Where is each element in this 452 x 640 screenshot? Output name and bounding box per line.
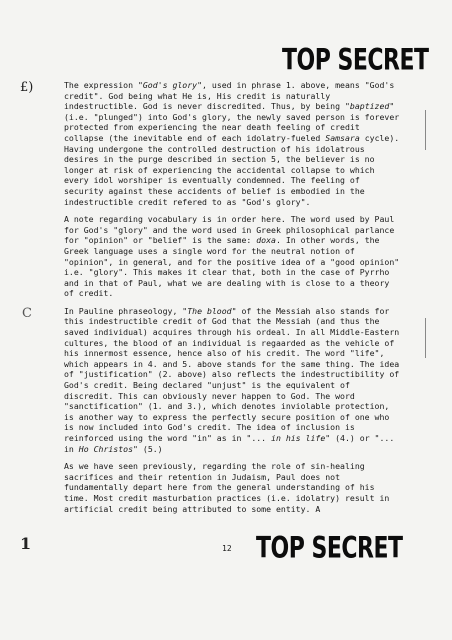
italic-text: Ho Christos: [78, 443, 134, 454]
paragraph: [64, 461, 404, 514]
top-secret-stamp-footer: TOP SECRET: [256, 532, 403, 566]
text-run: " of the Messiah also stands for this indestructible credit of God that the Messiah (and thus the saved individual) acquires through his ordeal. In all Middle-Eastern cultures, the blood of an individual is regaarded as the vehicle of his innermost essence, hence also of his credit. The word "life", which appears in 4. and 5. above stands for the same thing. The idea of "justification" (2. above) also reflects the indestructibility of God's credit. Being declared "unjust" is the equivalent of discredit. This can obviously never happen to God. The word "sanctification" (1. and 3.), which denotes inviolable protection, is another way to express the perfectly secure position of one who is now included into God's credit. The idea of inclusion is reinforced using the word "in" as in "...: [64, 305, 400, 443]
body-text: [64, 80, 404, 521]
italic-text: baptized: [349, 101, 390, 112]
italic-text: God's glory: [142, 80, 198, 90]
margin-mark-bottom: 1: [20, 534, 32, 553]
scan-edge-mark: [425, 318, 426, 358]
text-run: " (i.e. "plunged") into God's glory, the newly saved person is forever protected from experiencing the near death feeling of credit collapse (the inevitable end of each idolatry-fueled: [64, 101, 400, 143]
text-run: A note regarding vocabulary is in order here. The word used by Paul for God's "glory" and the word used in Greek philosophical parlance for "opinion" or "belief" is the same:: [64, 214, 395, 246]
italic-text: The blood: [187, 305, 232, 316]
text-run: . In other words, the Greek language uses a single word for the neutral notion of "opinion", in general, and for the positive idea of a "good opinion" i.e. "glory". This makes it clear that, both in the case of Pyrrho and in that of Paul, what we are dealing with is close to a theory of credit.: [64, 235, 400, 299]
italic-text: doxa: [256, 235, 276, 246]
text-run: ", used in phrase 1. above, means "God's credit". God being what He is, His credit is naturally indestructible. God is never discredited. Thus, by being ": [64, 80, 395, 112]
text-run: " (5.): [133, 443, 163, 454]
text-run: cycle). Having undergone the controlled destruction of his idolatrous desires in the purge described in section 5, the believer is no longer at risk of experiencing the accidental collapse to which every idol worshiper is eventually condemned. The feeling of security against these accidents of belief is embodied in the indestructible credit refered to as "God's glory".: [64, 132, 400, 207]
text-run: The expression ": [64, 80, 143, 90]
paragraph: [64, 306, 404, 454]
scan-edge-mark: [425, 110, 426, 150]
paragraph: [64, 214, 404, 299]
top-secret-stamp-header: TOP SECRET: [282, 44, 429, 78]
text-run: In Pauline phraseology, ": [64, 305, 188, 316]
paragraph: [64, 80, 404, 207]
margin-mark-top: £): [20, 80, 34, 95]
text-run: " (4.) or "... in: [64, 433, 395, 454]
margin-mark-middle: C: [22, 306, 32, 321]
italic-text: in his life: [271, 433, 326, 443]
italic-text: Samsara: [325, 132, 360, 143]
text-run: As we have seen previously, regarding the role of sin-healing sacrifices and their retention in Judaism, Paul does not fundamentally depart here from the general understanding of his time. Most credit masturbation practices (i.e. idolatry) result in artificial credit being attributed to some entity. A: [64, 461, 390, 514]
page-number: 12: [222, 544, 232, 553]
